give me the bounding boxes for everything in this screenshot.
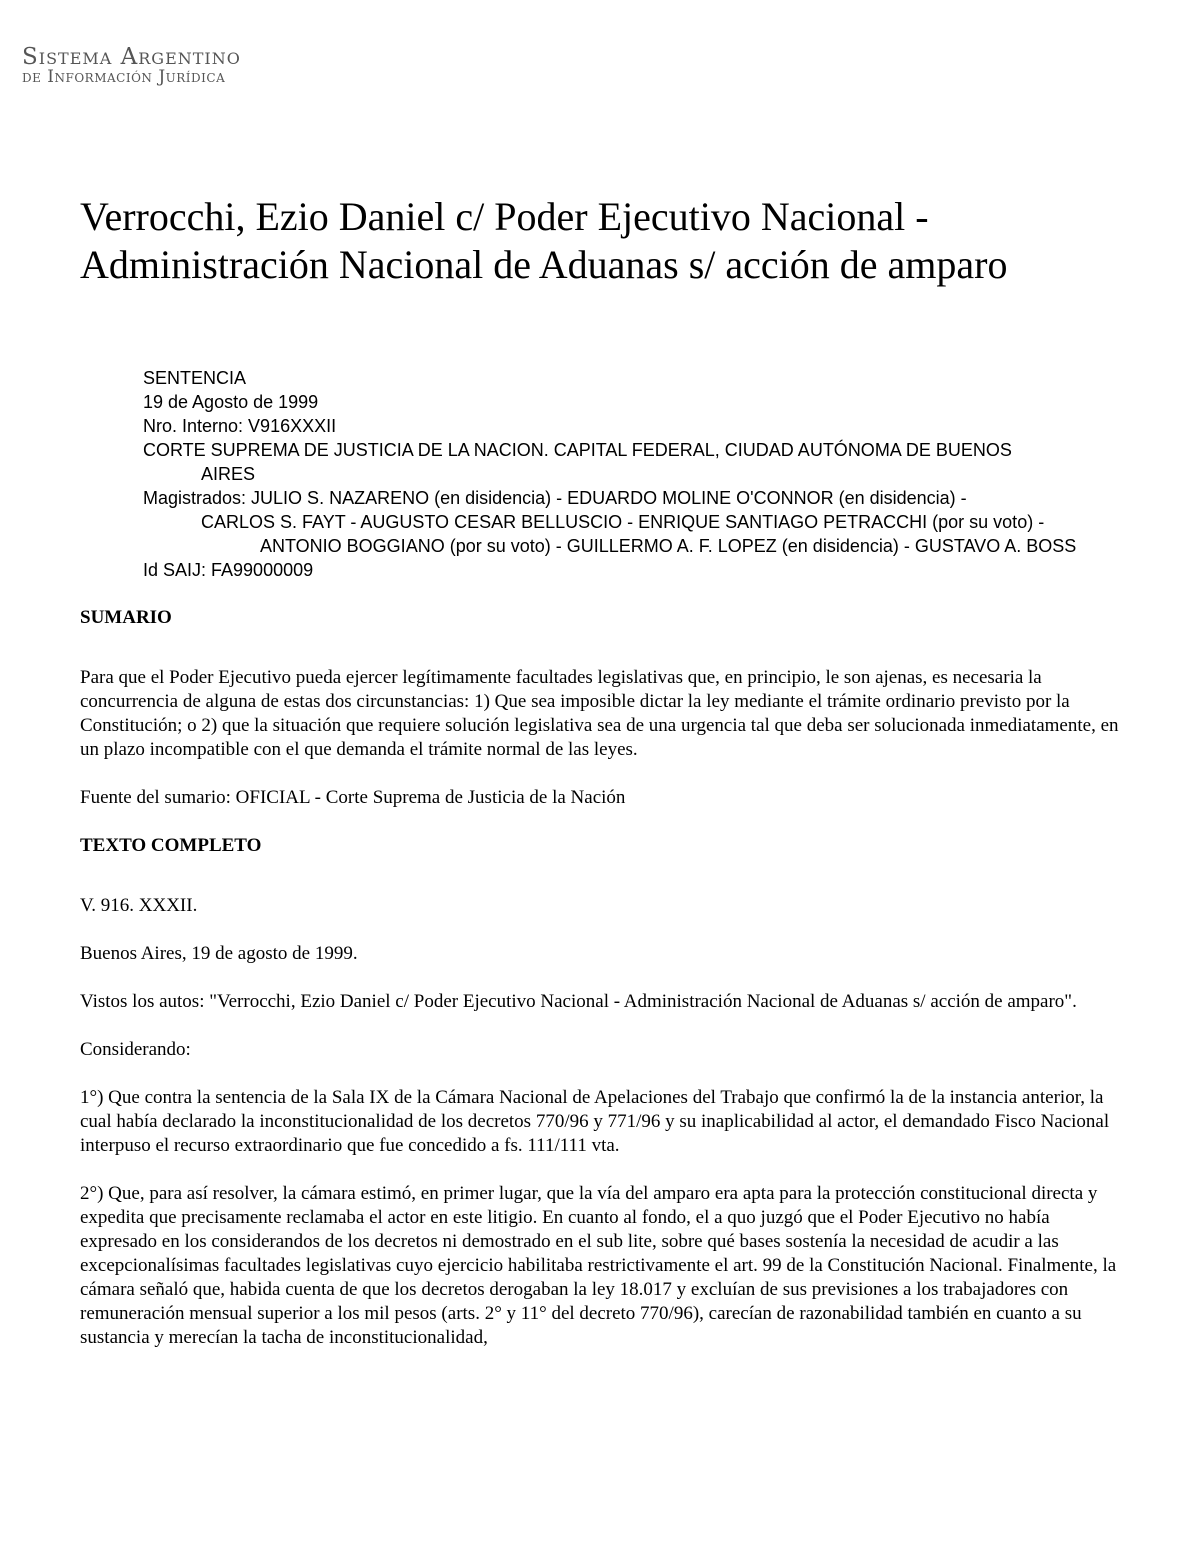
- saij-logo: [22, 45, 241, 87]
- judges-line-3: ANTONIO BOGGIANO (por su voto) - GUILLERMO A. F. LOPEZ (en disidencia) - GUSTAVO A. BOSS: [260, 536, 1077, 556]
- judges-line-1: Magistrados: JULIO S. NAZARENO (en disidencia) - EDUARDO MOLINE O'CONNOR (en disidencia) -: [143, 488, 967, 508]
- considerando-label: Considerando:: [80, 1039, 191, 1060]
- id-saij: Id SAIJ: FA99000009: [143, 560, 314, 580]
- ruling-metadata: [143, 366, 1200, 582]
- ruling-date: 19 de Agosto de 1999: [143, 392, 319, 412]
- internal-number: Nro. Interno: V916XXXII: [143, 416, 337, 436]
- summary-heading: SUMARIO: [80, 607, 172, 628]
- summary-source: Fuente del sumario: OFICIAL - Corte Suprema de Justicia de la Nación: [80, 787, 626, 808]
- place-date: Buenos Aires, 19 de agosto de 1999.: [80, 943, 358, 964]
- logo-line-2: de Información Jurídica: [22, 67, 226, 88]
- logo-line-1: Sistema Argentino: [22, 44, 241, 70]
- case-number: V. 916. XXXII.: [80, 895, 198, 916]
- paragraph-2: 2°) Que, para así resolver, la cámara estimó, en primer lugar, que la vía del amparo era apta para la protección constitucional directa y expedita que precisamente reclamaba el actor en este litigio. En cuanto al fondo, el a quo juzgó que el Poder Ejecutivo no había expresado en los considerandos de los decretos ni demostrado en el sub lite, sobre qué bases sostenía la necesidad de acudir a las excepcionalísimas facultades legislativas cuyo ejercicio habilitaba restrictivamente el art. 99 de la Constitución Nacional. Finalmente, la cámara señaló que, habida cuenta de que los decretos derogaban la ley 18.017 y excluían de sus previsiones a los trabajadores con remuneración mensual superior a los mil pesos (arts. 2° y 11° del decreto 770/96), carecían de razonabilidad también en cuanto a su sustancia y merecían la tacha de inconstitucionalidad,: [80, 1183, 1117, 1348]
- full-text-heading: TEXTO COMPLETO: [80, 835, 262, 856]
- court-name: CORTE SUPREMA DE JUSTICIA DE LA NACION. CAPITAL FEDERAL, CIUDAD AUTÓNOMA DE BUENOS: [143, 440, 1012, 460]
- ruling-type: SENTENCIA: [143, 368, 247, 388]
- court-name-continued: AIRES: [201, 464, 256, 484]
- judges-line-2: CARLOS S. FAYT - AUGUSTO CESAR BELLUSCIO - ENRIQUE SANTIAGO PETRACCHI (por su voto) -: [201, 512, 1045, 532]
- document-title: Verrocchi, Ezio Daniel c/ Poder Ejecutivo Nacional - Administración Nacional de Aduanas s/ acción de amparo: [80, 194, 1008, 287]
- paragraph-1: 1°) Que contra la sentencia de la Sala IX de la Cámara Nacional de Apelaciones del Trabajo que confirmó la de la instancia anterior, la cual había declarado la inconstitucionalidad de los decretos 770/96 y 771/96 y su inaplicabilidad al actor, el demandado Fisco Nacional interpuso el recurso extraordinario que fue concedido a fs. 111/111 vta.: [80, 1087, 1110, 1156]
- vistos-paragraph: Vistos los autos: "Verrocchi, Ezio Daniel c/ Poder Ejecutivo Nacional - Administración Nacional de Aduanas s/ acción de amparo".: [80, 991, 1077, 1012]
- document-body: [80, 606, 1120, 1374]
- summary-text: Para que el Poder Ejecutivo pueda ejercer legítimamente facultades legislativas que, en principio, le son ajenas, es necesaria la concurrencia de alguna de estas dos circunstancias: 1) Que sea imposible dictar la ley mediante el trámite ordinario previsto por la Constitución; o 2) que la situación que requiere solución legislativa sea de una urgencia tal que deba ser solucionada inmediatamente, en un plazo incompatible con el que demanda el trámite normal de las leyes.: [80, 667, 1119, 760]
